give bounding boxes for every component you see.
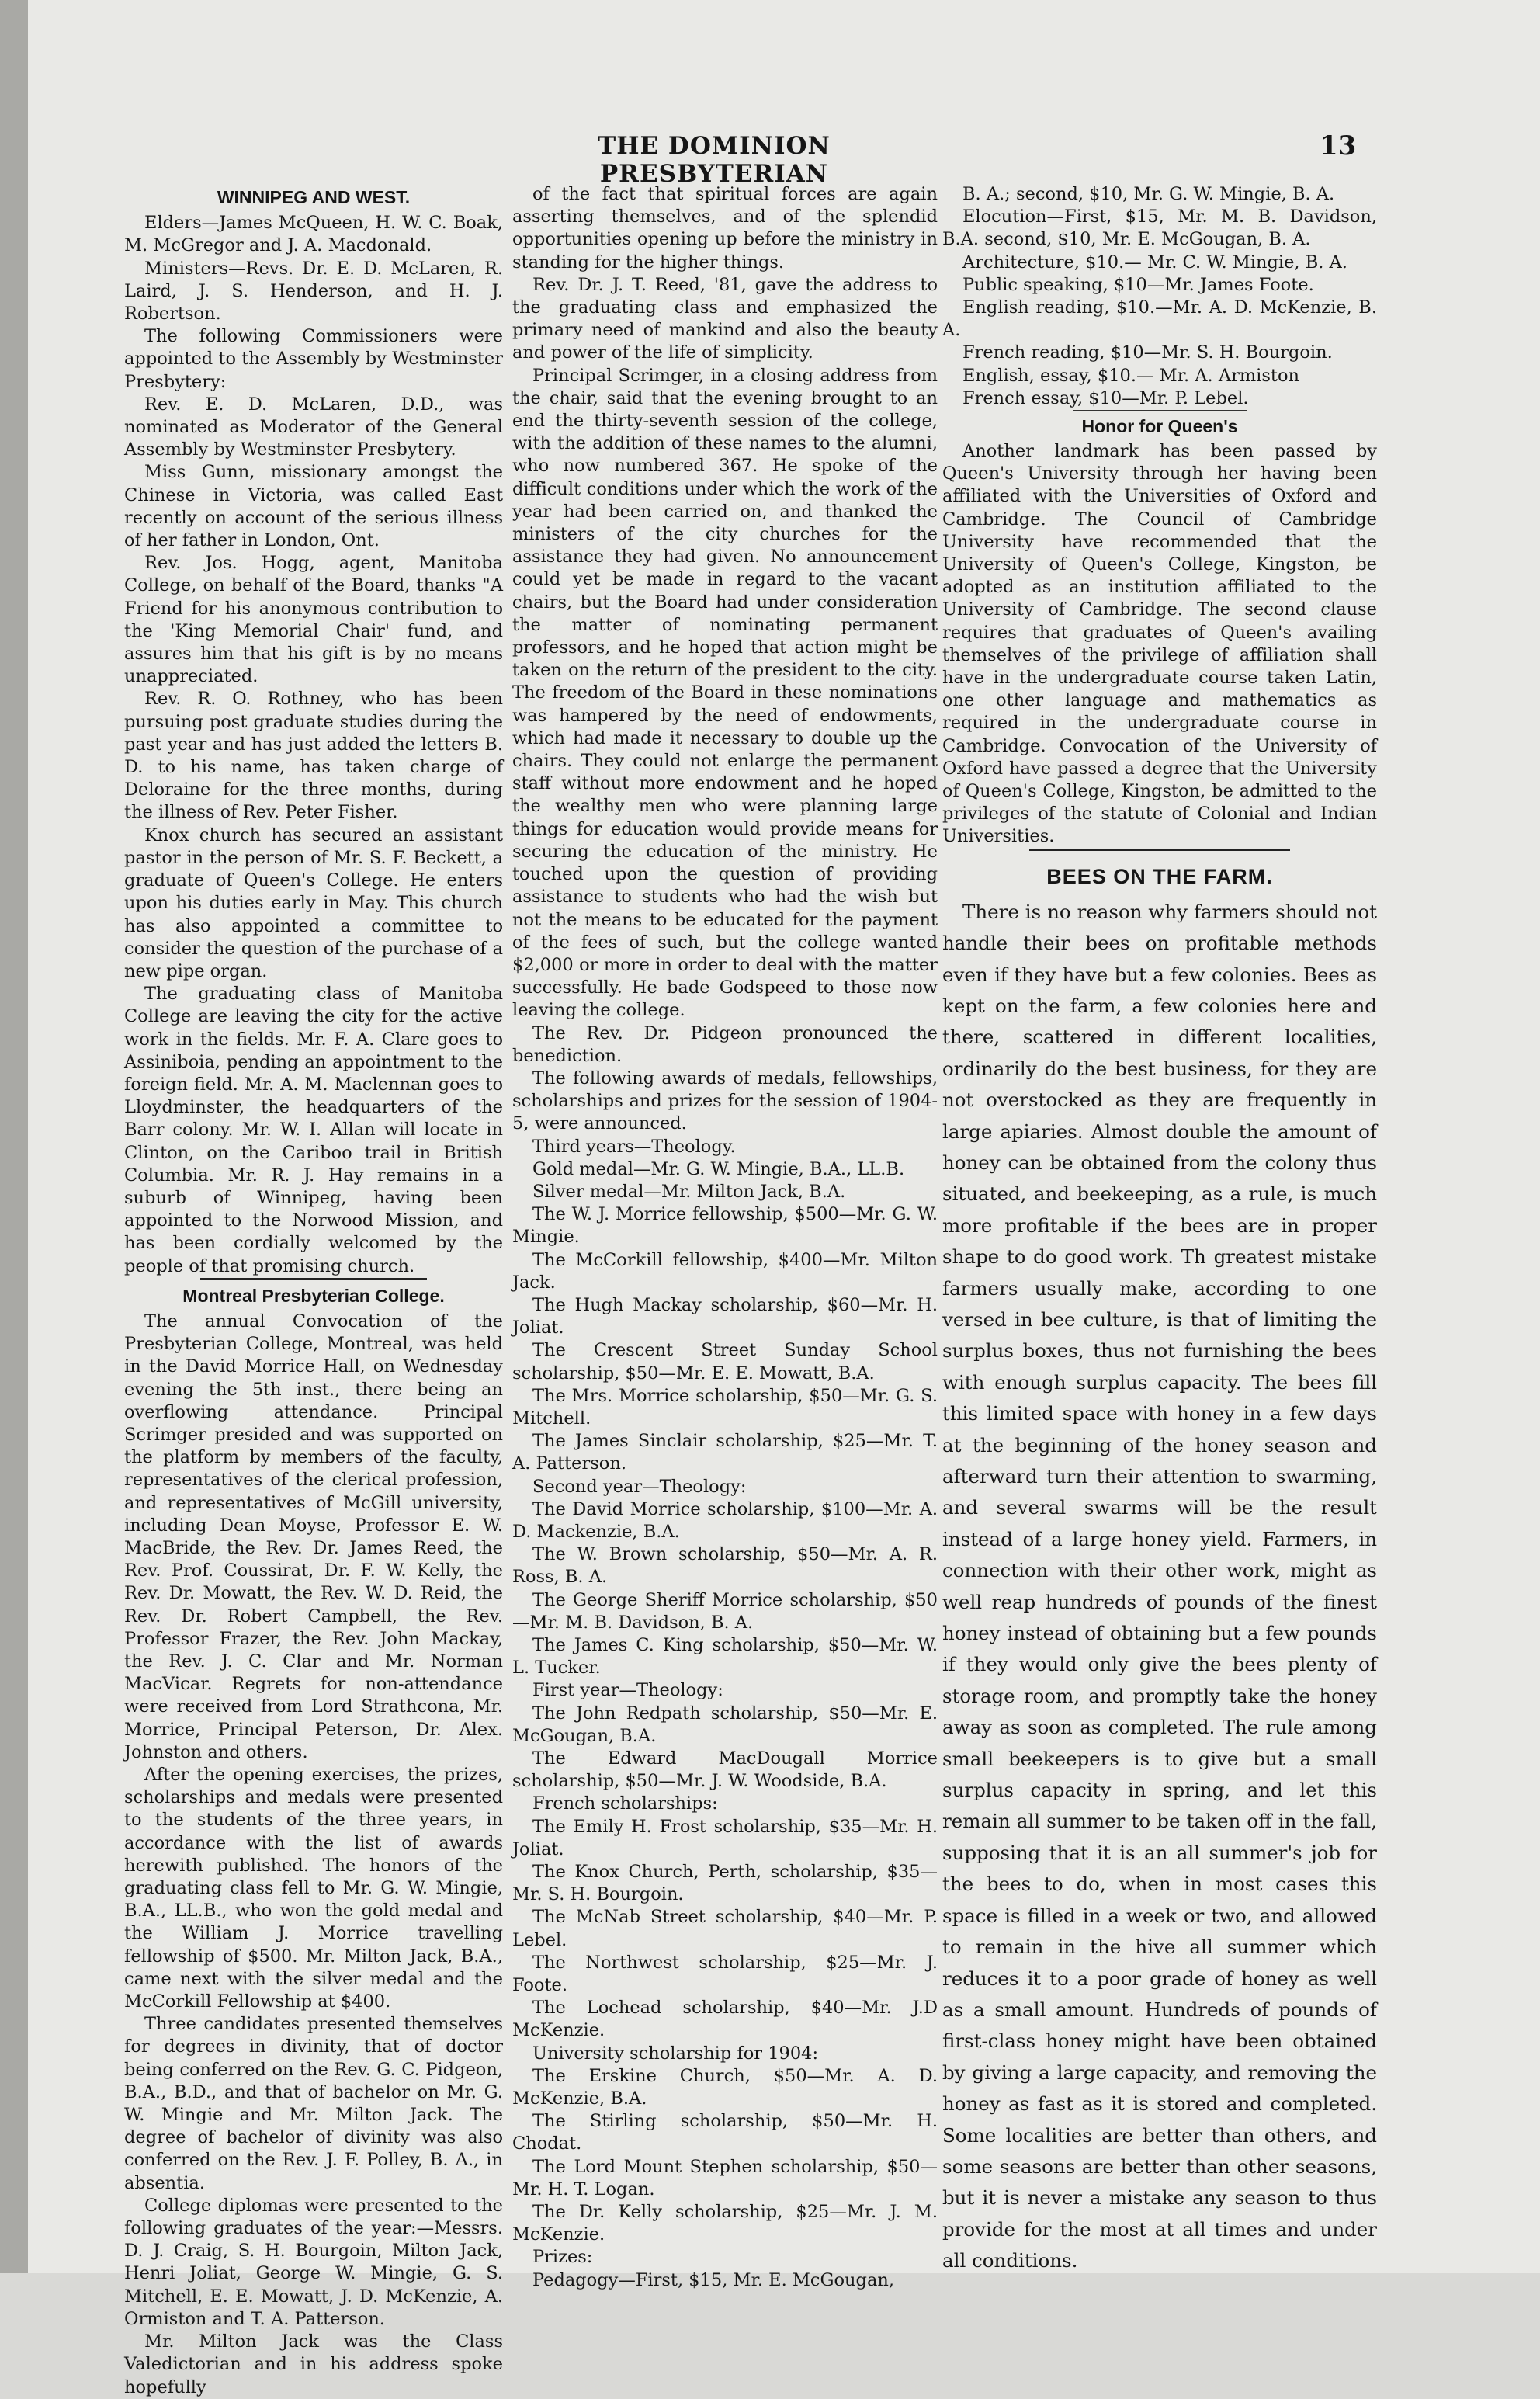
paragraph: The Mrs. Morrice scholarship, $50—Mr. G. S. Mitchell.	[512, 1385, 938, 1429]
paragraph: The Emily H. Frost scholarship, $35—Mr. H. Joliat.	[512, 1816, 938, 1859]
paragraph: The Erskine Church, $50—Mr. A. D. McKenzie, B.A.	[512, 2065, 938, 2109]
section-heading-queens: Honor for Queen's	[1081, 416, 1238, 437]
paragraph: Rev. Jos. Hogg, agent, Manitoba College, on behalf of the Board, thanks "A Friend for his anonymous contribution to the 'King Memorial Chair' fund, and assures him that his gift is by no means unappreciated.	[124, 553, 503, 687]
paragraph: The Dr. Kelly scholarship, $25—Mr. J. M. McKenzie.	[512, 2202, 938, 2245]
paragraph: The Edward MacDougall Morrice scholarship, $50—Mr. J. W. Woodside, B.A.	[512, 1748, 938, 1792]
paragraph: The James Sinclair scholarship, $25—Mr. T. A. Patterson.	[512, 1431, 938, 1474]
queens-article	[942, 440, 1377, 849]
paragraph: The McNab Street scholarship, $40—Mr. P. Lebel.	[512, 1907, 938, 1950]
paragraph: French reading, $10—Mr. S. H. Bourgoin.	[962, 342, 1333, 363]
paragraph: The Knox Church, Perth, scholarship, $35—Mr. S. H. Bourgoin.	[512, 1862, 938, 1905]
bees-article	[942, 897, 1377, 2277]
prizes-list	[942, 183, 1377, 410]
section-heading-montreal: Montreal Presbyterian College.	[182, 1285, 445, 1306]
paragraph: College diplomas were presented to the following graduates of the year:—Messrs. D. J. Craig, S. H. Bourgoin, Milton Jack, Henri Joliat, George W. Mingie, G. S. Mitchell, E. E. Mowatt, J. D. McKenzie, A. Ormiston and T. A. Patterson.	[124, 2195, 503, 2329]
winnipeg-article	[124, 212, 503, 1278]
paragraph: First year—Theology:	[532, 1680, 723, 1701]
section-rule	[200, 1278, 428, 1280]
paragraph: There is no reason why farmers should not handle their bees on profitable methods even if they have but a few colonies. Bees as kept on the farm, a few colonies here and there, scattered in different localities, ordinarily do the best business, for they are not overstocked as they are frequently in large apiaries. Almost double the amount of honey can be obtained from the colony thus situated, and beekeeping, as a rule, is much more profitable if the bees are in proper shape to do good work. Th greatest mistake farmers usually make, according to one versed in bee culture, is that of limiting the surplus boxes, thus not furnishing the bees with enough surplus capacity. The bees fill this limited space with honey in a few days at the beginning of the honey season and afterward turn their attention to swarming, and several swarms will be the result instead of a large honey yield. Farmers, in connection with their other work, might as well reap hundreds of pounds of the finest honey instead of obtaining but a few pounds if they would only give the bees plenty of storage room, and promptly take the honey away as soon as completed. The rule among small beekeepers is to give but a small surplus capacity in spring, and let this remain all summer to be taken off in the fall, supposing that it is an all summer's job for the bees to do, when in most cases this space is filled in a week or two, and allowed to remain in the hive all summer which reduces it to a poor grade of honey as well as a small amount. Hundreds of pounds of first-class honey might have been obtained by giving a large capacity, and removing the honey as fast as it is stored and completed. Some localities are better than others, and some seasons are better than other seasons, but it is never a mistake any season to thus provide for the most at all times and under all conditions.	[942, 900, 1377, 2272]
column-3	[942, 183, 1377, 2272]
paragraph: The Lord Mount Stephen scholarship, $50—Mr. H. T. Logan.	[512, 2156, 938, 2199]
paragraph: Three candidates presented themselves for degrees in divinity, that of doctor being conferred on the Rev. G. C. Pidgeon, B.A., B.D., and that of bachelor on Mr. G. W. Mingie and Mr. Milton Jack. The degree of bachelor of divinity was also conferred on the Rev. J. F. Polley, B. A., in absentia.	[124, 2014, 503, 2193]
paragraph: Prizes:	[532, 2247, 593, 2268]
page-number: 13	[1320, 130, 1357, 161]
paragraph: French scholarships:	[532, 1793, 718, 1814]
column-1	[124, 183, 503, 2397]
paragraph: The Crescent Street Sunday School scholarship, $50—Mr. E. E. Mowatt, B.A.	[512, 1340, 938, 1384]
paragraph: The following Commissioners were appointed to the Assembly by Westminster Presbytery:	[124, 326, 503, 392]
paragraph: English, essay, $10.— Mr. A. Armiston	[962, 365, 1299, 386]
section-rule	[1073, 410, 1247, 411]
paragraph: Gold medal—Mr. G. W. Mingie, B.A., LL.B.	[532, 1158, 905, 1179]
paragraph: The Stirling scholarship, $50—Mr. H. Chodat.	[512, 2111, 938, 2154]
paragraph: Pedagogy—First, $15, Mr. E. McGougan,	[532, 2269, 894, 2290]
paragraph: Principal Scrimger, in a closing address from the chair, said that the evening brought to an end the thirty-seventh session of the college, with the addition of these names to the alumni, who now numbered 367. He spoke of the difficult conditions under which the work of the year had been carried on, and thanked the ministers of the city churches for the assistance they had given. No announcement could yet be made in regard to the vacant chairs, but the Board had under consideration the matter of nominating permanent professors, and he hoped that action might be taken on the return of the president to the city. The freedom of the Board in these nominations was hampered by the need of endowments, which had made it necessary to double up the chairs. They could not enlarge the permanent staff without more endowment and he hoped the wealthy men who were planning large things for education would provide means for securing the education of the ministry. He touched upon the question of providing assistance to students who had the wish but not the means to be educated for the payment of the fees of such, but the college wanted $2,000 or more in order to deal with the matter successfully. He bade Godspeed to those now leaving the college.	[512, 365, 938, 1021]
paragraph: The Rev. Dr. Pidgeon pronounced the benediction.	[512, 1022, 938, 1066]
paragraph: Mr. Milton Jack was the Class Valedictorian and in his address spoke hopefully	[124, 2331, 503, 2397]
paragraph: Ministers—Revs. Dr. E. D. McLaren, R. Laird, J. S. Henderson, and H. J. Robertson.	[124, 258, 503, 325]
paragraph: B. A.; second, $10, Mr. G. W. Mingie, B. A.	[962, 184, 1335, 204]
paragraph: Second year—Theology:	[532, 1476, 747, 1497]
section-heading-winnipeg: WINNIPEG AND WEST.	[217, 187, 411, 207]
column-2	[512, 183, 938, 2290]
paragraph: The John Redpath scholarship, $50—Mr. E. McGougan, B.A.	[512, 1703, 938, 1746]
paragraph: The graduating class of Manitoba College are leaving the city for the active work in the fields. Mr. F. A. Clare goes to Assiniboia, pending an appointment to the foreign field. Mr. A. M. Maclennan goes to Lloydminster, the headquarters of the Barr colony. Mr. W. I. Allan will locate in Clinton, on the Cariboo trail in British Columbia. Mr. R. J. Hay remains in a suburb of Winnipeg, having been appointed to the Norwood Mission, and has been cordially welcomed by the people of that promising church.	[124, 984, 503, 1276]
paragraph: The W. J. Morrice fellowship, $500—Mr. G. W. Mingie.	[512, 1204, 938, 1248]
section-rule	[1029, 849, 1290, 851]
paragraph: The David Morrice scholarship, $100—Mr. A. D. Mackenzie, B.A.	[512, 1498, 938, 1542]
paragraph: The Northwest scholarship, $25—Mr. J. Foote.	[512, 1952, 938, 1996]
paragraph: The annual Convocation of the Presbyterian College, Montreal, was held in the David Morrice Hall, on Wednesday evening the 5th inst., there being an overflowing attendance. Principal Scrimger presided and was supported on the platform by members of the faculty, representatives of the clerical profession, and representatives of McGill university, including Dean Moyse, Professor E. W. MacBride, the Rev. Dr. James Reed, the Rev. Prof. Coussirat, Dr. F. W. Kelly, the Rev. Dr. Mowatt, the Rev. W. D. Reid, the Rev. Dr. Robert Campbell, the Rev. Professor Frazer, the Rev. John Mackay, the Rev. J. C. Clar and Mr. Norman MacVicar. Regrets for non-attendance were received from Lord Strathcona, Mr. Morrice, Principal Peterson, Dr. Alex. Johnston and others.	[124, 1311, 503, 1762]
paragraph: After the opening exercises, the prizes, scholarships and medals were presented to the students of the three years, in accordance with the list of awards herewith published. The honors of the graduating class fell to Mr. G. W. Mingie, B.A., LL.B., who won the gold medal and the William J. Morrice travelling fellowship of $500. Mr. Milton Jack, B.A., came next with the silver medal and the McCorkill Fellowship at $400.	[124, 1765, 503, 2012]
paragraph: The Lochead scholarship, $40—Mr. J.D McKenzie.	[512, 1998, 938, 2041]
paragraph: Knox church has secured an assistant pastor in the person of Mr. S. F. Beckett, a graduate of Queen's College. He enters upon his duties early in May. This church has also appointed a committee to consider the question of the purchase of a new pipe organ.	[124, 825, 503, 981]
paragraph: of the fact that spiritual forces are again asserting themselves, and of the splendid opportunities opening up before the ministry in standing for the higher things.	[512, 184, 938, 273]
paragraph: Another landmark has been passed by Queen's University through her having been affiliated with the Universities of Oxford and Cambridge. The Council of Cambridge University have recommended that the University of Queen's College, Kingston, be adopted as an institution affiliated to the University of Cambridge. The second clause requires that graduates of Queen's availing themselves of the privilege of affiliation shall have in the undergraduate course taken Latin, one other language and mathematics as required in the undergraduate course in Cambridge. Convocation of the University of Oxford have passed a degree that the University of Queen's College, Kingston, be admitted to the privileges of the statute of Colonial and Indian Universities.	[942, 441, 1377, 847]
paragraph: Elders—James McQueen, H. W. C. Boak, M. McGregor and J. A. Macdonald.	[124, 213, 503, 256]
paragraph: English reading, $10.—Mr. A. D. McKenzie, B. A.	[942, 297, 1377, 341]
paragraph: Rev. R. O. Rothney, who has been pursuing post graduate studies during the past year and has just added the letters B. D. to his name, has taken charge of Deloraine for the three months, during the illness of Rev. Peter Fisher.	[124, 689, 503, 823]
paragraph: The following awards of medals, fellowships, scholarships and prizes for the session of 1904-5, were announced.	[512, 1068, 938, 1134]
paragraph: University scholarship for 1904:	[532, 2043, 819, 2064]
paragraph: Rev. E. D. McLaren, D.D., was nominated as Moderator of the General Assembly by Westminster Presbytery.	[124, 394, 503, 460]
paragraph: The George Sheriff Morrice scholarship, $50—Mr. M. B. Davidson, B. A.	[512, 1589, 938, 1633]
montreal-article	[124, 1311, 503, 2399]
section-heading-bees: BEES ON THE FARM.	[1046, 864, 1273, 888]
paragraph: Third years—Theology.	[532, 1136, 736, 1157]
paragraph: Rev. Dr. J. T. Reed, '81, gave the address to the graduating class and emphasized the primary need of mankind and also the beauty and power of the life of simplicity.	[512, 274, 938, 363]
page-edge-shadow	[0, 0, 28, 2273]
paragraph: The McCorkill fellowship, $400—Mr. Milton Jack.	[512, 1249, 938, 1293]
paragraph: Public speaking, $10—Mr. James Foote.	[962, 274, 1314, 295]
paragraph: The W. Brown scholarship, $50—Mr. A. R. Ross, B. A.	[512, 1544, 938, 1588]
paragraph: Elocution—First, $15, Mr. M. B. Davidson, B.A. second, $10, Mr. E. McGougan, B. A.	[942, 207, 1377, 250]
paragraph: Architecture, $10.— Mr. C. W. Mingie, B. A.	[962, 252, 1348, 273]
running-head: THE DOMINION PRESBYTERIAN	[598, 132, 831, 188]
paragraph: The James C. King scholarship, $50—Mr. W. L. Tucker.	[512, 1635, 938, 1679]
paragraph: Miss Gunn, missionary amongst the Chinese in Victoria, was called East recently on account of the serious illness of her father in London, Ont.	[124, 462, 503, 551]
paragraph: Silver medal—Mr. Milton Jack, B.A.	[532, 1181, 846, 1202]
awards-article	[512, 183, 938, 2292]
paragraph: French essay, $10—Mr. P. Lebel.	[962, 387, 1249, 408]
paragraph: The Hugh Mackay scholarship, $60—Mr. H. Joliat.	[512, 1294, 938, 1338]
